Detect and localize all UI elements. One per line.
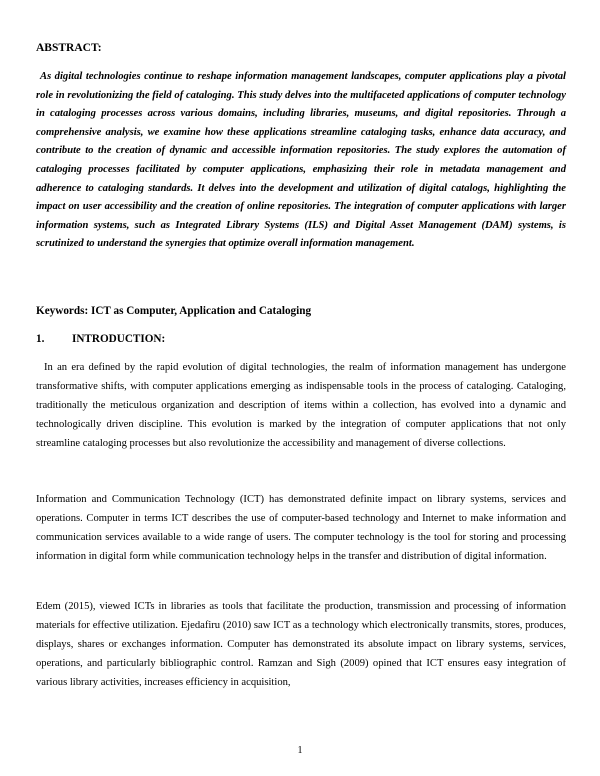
section-title: INTRODUCTION: <box>72 333 166 345</box>
page-number: 1 <box>297 745 303 756</box>
introduction-paragraph-3: Edem (2015), viewed ICTs in libraries as tools that facilitate the production, transmission and processing of information materials for effective utilization. Ejedafiru (2010) saw ICT as a technology which electronically transmits, stores, produces, displays, shares or exchanges information. Computer has demonstrated its absolute impact on library systems, services, operations, and particularly bibliographic control. Ramzan and Sigh (2009) opined that ICT ensures easy integration of various library activities, increases efficiency in acquisition, <box>36 601 566 688</box>
section-heading <box>36 333 165 345</box>
abstract-body: As digital technologies continue to reshape information management landscapes, computer applications play a pivotal role in revolutionizing the field of cataloging. This study delves into the multifaceted applications of computer technology in cataloging processes across various domains, including libraries, museums, and digital repositories. Through a comprehensive analysis, we examine how these applications streamline cataloging tasks, enhance data accuracy, and contribute to the creation of dynamic and accessible information repositories. The study explores the automation of cataloging processes facilitated by computer applications, emphasizing their role in metadata management and adherence to cataloging standards. It delves into the development and utilization of digital catalogs, highlighting the impact on user accessibility and the creation of online repositories. The integration of computer applications with larger information systems, such as Integrated Library Systems (ILS) and Digital Asset Management (DAM) systems, is scrutinized to understand the synergies that optimize overall information management. <box>36 71 566 250</box>
section-number: 1. <box>36 333 45 345</box>
keywords-line: Keywords: ICT as Computer, Application and Cataloging <box>36 305 312 317</box>
abstract-heading: ABSTRACT: <box>36 42 102 54</box>
introduction-paragraph-2: Information and Communication Technology (ICT) has demonstrated definite impact on library systems, services and operations. Computer in terms ICT describes the use of computer-based technology and Internet to make information and communication services available to a wide range of users. The computer technology is the tool for storing and processing information in digital form while communication technology helps in the transfer and distribution of digital information. <box>36 494 566 562</box>
introduction-paragraph-1: In an era defined by the rapid evolution of digital technologies, the realm of information management has undergone transformative shifts, with computer applications emerging as indispensable tools in the process of cataloging. Cataloging, traditionally the meticulous organization and description of items within a collection, has evolved into a dynamic and technologically driven discipline. This evolution is marked by the integration of computer applications that not only streamline cataloging processes but also revolutionize the accessibility and management of diverse collections. <box>36 362 566 449</box>
